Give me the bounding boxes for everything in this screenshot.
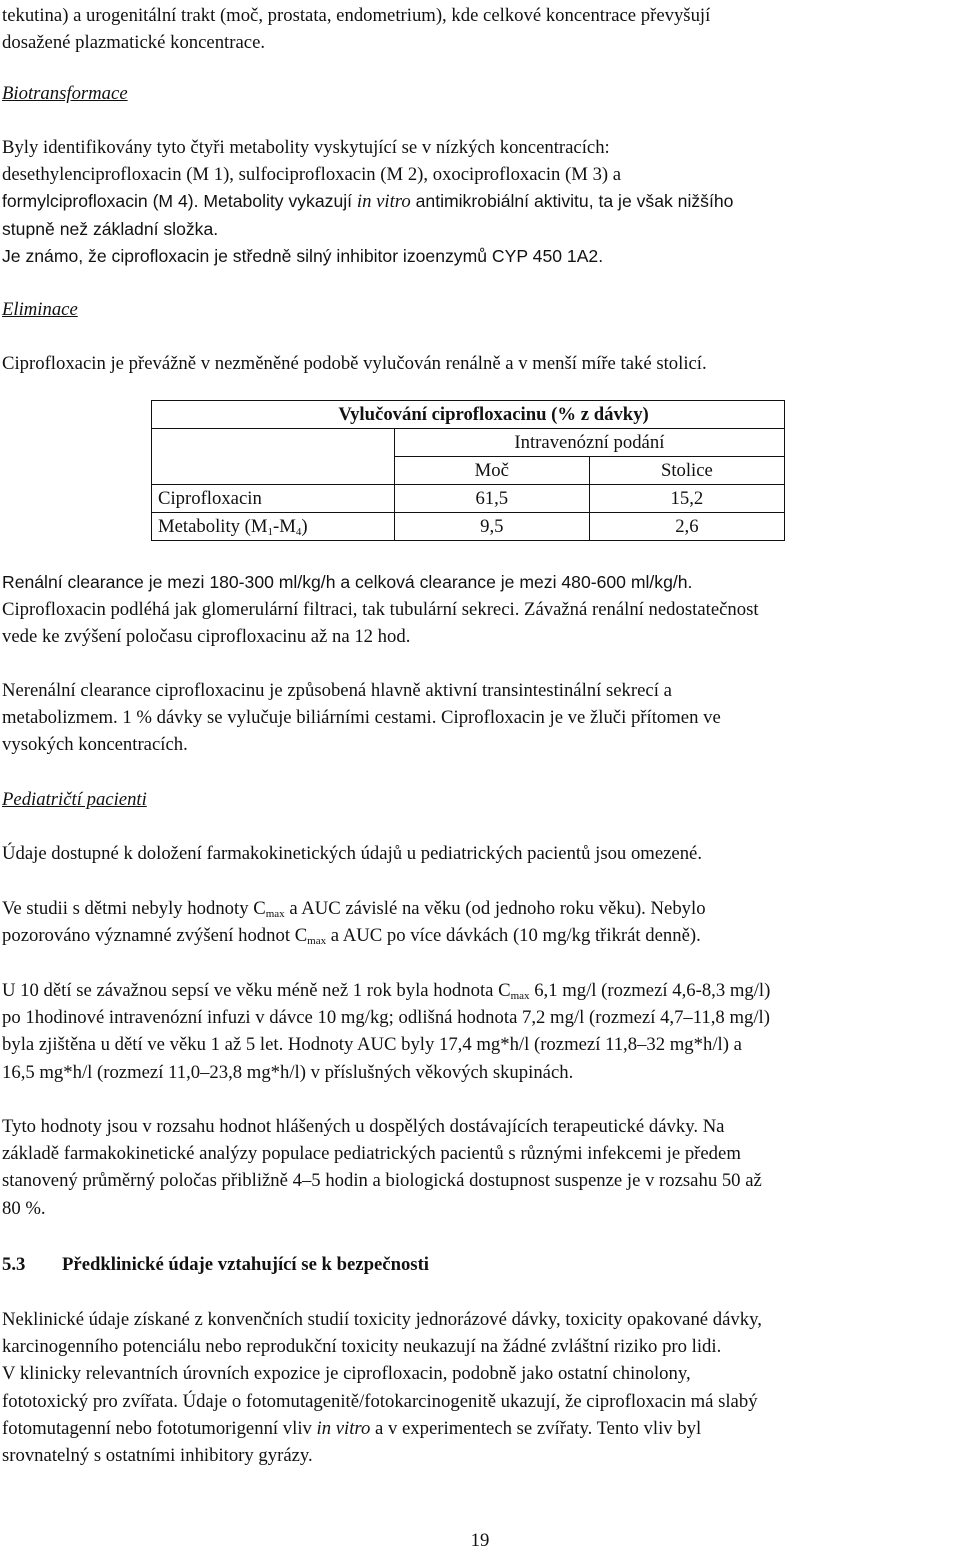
italic-text: in vitro: [316, 1417, 371, 1439]
text-line: po 1hodinové intravenózní infuzi v dávce 10 mg/kg; odlišná hodnota 7,2 mg/l (rozmezí 4,7–11,8 mg/l): [2, 1007, 770, 1029]
section-heading: Biotransformace: [2, 83, 128, 104]
subscript: 4: [295, 525, 302, 538]
text-span: fotomutagenní nebo fototumorigenní vliv: [2, 1417, 317, 1439]
table-cell: [152, 457, 395, 485]
text-line: karcinogenního potenciálu nebo reprodukční toxicity neukazují na žádné zvláštní riziko pro lidi.: [2, 1336, 722, 1358]
text-line: základě farmakokinetické analýzy populace pediatrických pacientů s různými infekcemi je předem: [2, 1143, 741, 1165]
subscript: max: [265, 908, 285, 920]
text-span: pozorováno významné zvýšení hodnot C: [2, 925, 308, 947]
eliminace-heading: [2, 296, 958, 323]
text-line: Renální clearance je mezi 180-300 ml/kg/h a celková clearance je mezi 480-600 ml/kg/h.: [2, 572, 693, 592]
text-line: tekutina) a urogenitální trakt (moč, prostata, endometrium), kde celkové koncentrace převyšují: [2, 5, 711, 26]
subscript: max: [307, 935, 327, 948]
nonrenal-paragraph: [2, 677, 958, 759]
text-line: stanovený průměrný poločas přibližně 4–5 hodin a biologická dostupnost suspenze je v rozsahu 50 až: [2, 1170, 762, 1192]
text-line: Tyto hodnoty jsou v rozsahu hodnot hlášených u dospělých dostávajících terapeutické dávky. Na: [2, 1116, 725, 1137]
text-line: metabolizmem. 1 % dávky se vylučuje biliárními cestami. Ciprofloxacin je ve žluči přítomen ve: [2, 707, 721, 729]
eliminace-paragraph: [2, 350, 958, 377]
text-span: a AUC po více dávkách (10 mg/kg třikrát denně).: [326, 925, 701, 947]
column-header: Stolice: [589, 457, 784, 485]
table-subheader-row: [152, 429, 785, 457]
clearance-paragraph: [2, 569, 958, 651]
table-cell: 61,5: [394, 485, 589, 513]
table-cell: [152, 429, 395, 457]
table-cell: 9,5: [394, 513, 589, 541]
biotransformace-paragraph: [2, 134, 958, 270]
text-line: 16,5 mg*h/l (rozmezí 11,0–23,8 mg*h/l) v příslušných věkových skupinách.: [2, 1061, 574, 1083]
pediatric-p2: [2, 895, 958, 949]
text-span: a AUC závislé na věku (od jednoho roku věku). Nebylo: [284, 898, 706, 919]
preclinical-paragraph: [2, 1306, 958, 1469]
text-line: Ciprofloxacin je převážně v nezměněné podobě vylučován renálně a v menší míře také stolicí.: [2, 353, 707, 374]
italic-text: in vitro: [356, 191, 411, 213]
row-label: Ciprofloxacin: [152, 485, 395, 513]
pediatric-p1: [2, 840, 958, 867]
table-cell: 15,2: [589, 485, 784, 513]
pediatric-p4: [2, 1113, 958, 1222]
text-span: formylciprofloxacin (M 4). Metabolity vykazují: [2, 191, 357, 212]
table-subheader: Intravenózní podání: [394, 429, 784, 457]
text-line: byla zjištěna u dětí ve věku 1 až 5 let. Hodnoty AUC byly 17,4 mg*h/l (rozmezí 11,8–32 mg*h/l) a: [2, 1034, 742, 1056]
page-number: 19: [470, 1530, 490, 1551]
section-heading: Eliminace: [2, 299, 78, 320]
text-line: dosažené plazmatické koncentrace.: [2, 32, 266, 54]
text-line: Neklinické údaje získané z konvenčních studií toxicity jednorázové dávky, toxicity opakované dávky,: [2, 1309, 762, 1330]
table-title-row: [152, 401, 785, 429]
intro-paragraph: [2, 2, 958, 56]
excretion-table: [151, 400, 785, 541]
text-line: Byly identifikovány tyto čtyři metabolity vyskytující se v nízkých koncentracích:: [2, 137, 610, 158]
subscript: 1: [267, 525, 274, 538]
text-line: srovnatelný s ostatními inhibitory gyrázy.: [2, 1445, 313, 1467]
subscript: max: [510, 990, 530, 1002]
text-span: U 10 dětí se závažnou sepsí ve věku méně než 1 rok byla hodnota C: [2, 980, 511, 1001]
column-header: Moč: [394, 457, 589, 485]
text-line: [2, 1415, 958, 1442]
section-number: 5.3: [2, 1254, 26, 1275]
text-line: Je známo, že ciprofloxacin je středně silný inhibitor izoenzymů CYP 450 1A2.: [2, 245, 604, 266]
text-line: stupně než základní složka.: [2, 218, 219, 239]
text-span: ): [301, 515, 308, 537]
table-row: [152, 485, 785, 513]
text-line: [2, 188, 958, 215]
text-line: Ciprofloxacin podléhá jak glomerulární filtraci, tak tubulární sekreci. Závažná renální nedostatečnost: [2, 599, 759, 621]
text-line: Údaje dostupné k doložení farmakokinetických údajů u pediatrických pacientů jsou omezené.: [2, 843, 703, 864]
text-span: Ve studii s dětmi nebyly hodnoty C: [2, 898, 266, 919]
section-title: Předklinické údaje vztahující se k bezpečnosti: [62, 1254, 429, 1275]
pediatric-heading: [2, 786, 958, 813]
table-header-row: [152, 457, 785, 485]
text-span: a v experimentech se zvířaty. Tento vliv byl: [370, 1417, 702, 1439]
text-span: Metabolity (M: [158, 515, 268, 537]
text-line: vede ke zvýšení poločasu ciprofloxacinu až na 12 hod.: [2, 626, 411, 648]
text-line: [2, 977, 958, 1004]
text-line: [2, 922, 958, 949]
text-line: vysokých koncentracích.: [2, 734, 188, 756]
section-5-3-heading: [2, 1251, 429, 1278]
text-line: Nerenální clearance ciprofloxacinu je způsobená hlavně aktivní transintestinální sekrecí a: [2, 680, 672, 701]
section-heading: Pediatričtí pacienti: [2, 789, 147, 810]
text-line: 80 %.: [2, 1197, 46, 1219]
text-span: antimikrobiální aktivitu, ta je však nižšího: [410, 191, 734, 212]
text-line: fototoxický pro zvířata. Údaje o fotomutagenitě/fotokarcinogenitě ukazují, že ciprofloxacin má slabý: [2, 1390, 758, 1412]
table-title: [338, 401, 784, 429]
table-title-text: Vylučování ciprofloxacinu (% z dávky): [338, 403, 649, 425]
biotransformace-heading: [2, 80, 958, 107]
text-span: 6,1 mg/l (rozmezí 4,6-8,3 mg/l): [529, 980, 771, 1001]
text-span: -M: [273, 515, 296, 537]
pediatric-p3: [2, 977, 958, 1086]
text-line: V klinicky relevantních úrovních expozice je ciprofloxacin, podobně jako ostatní chinolony,: [2, 1363, 691, 1385]
text-line: desethylenciprofloxacin (M 1), sulfociprofloxacin (M 2), oxociprofloxacin (M 3) a: [2, 164, 622, 186]
row-label: [152, 513, 395, 541]
table-row: [152, 513, 785, 541]
text-line: [2, 895, 958, 922]
table-cell: 2,6: [589, 513, 784, 541]
